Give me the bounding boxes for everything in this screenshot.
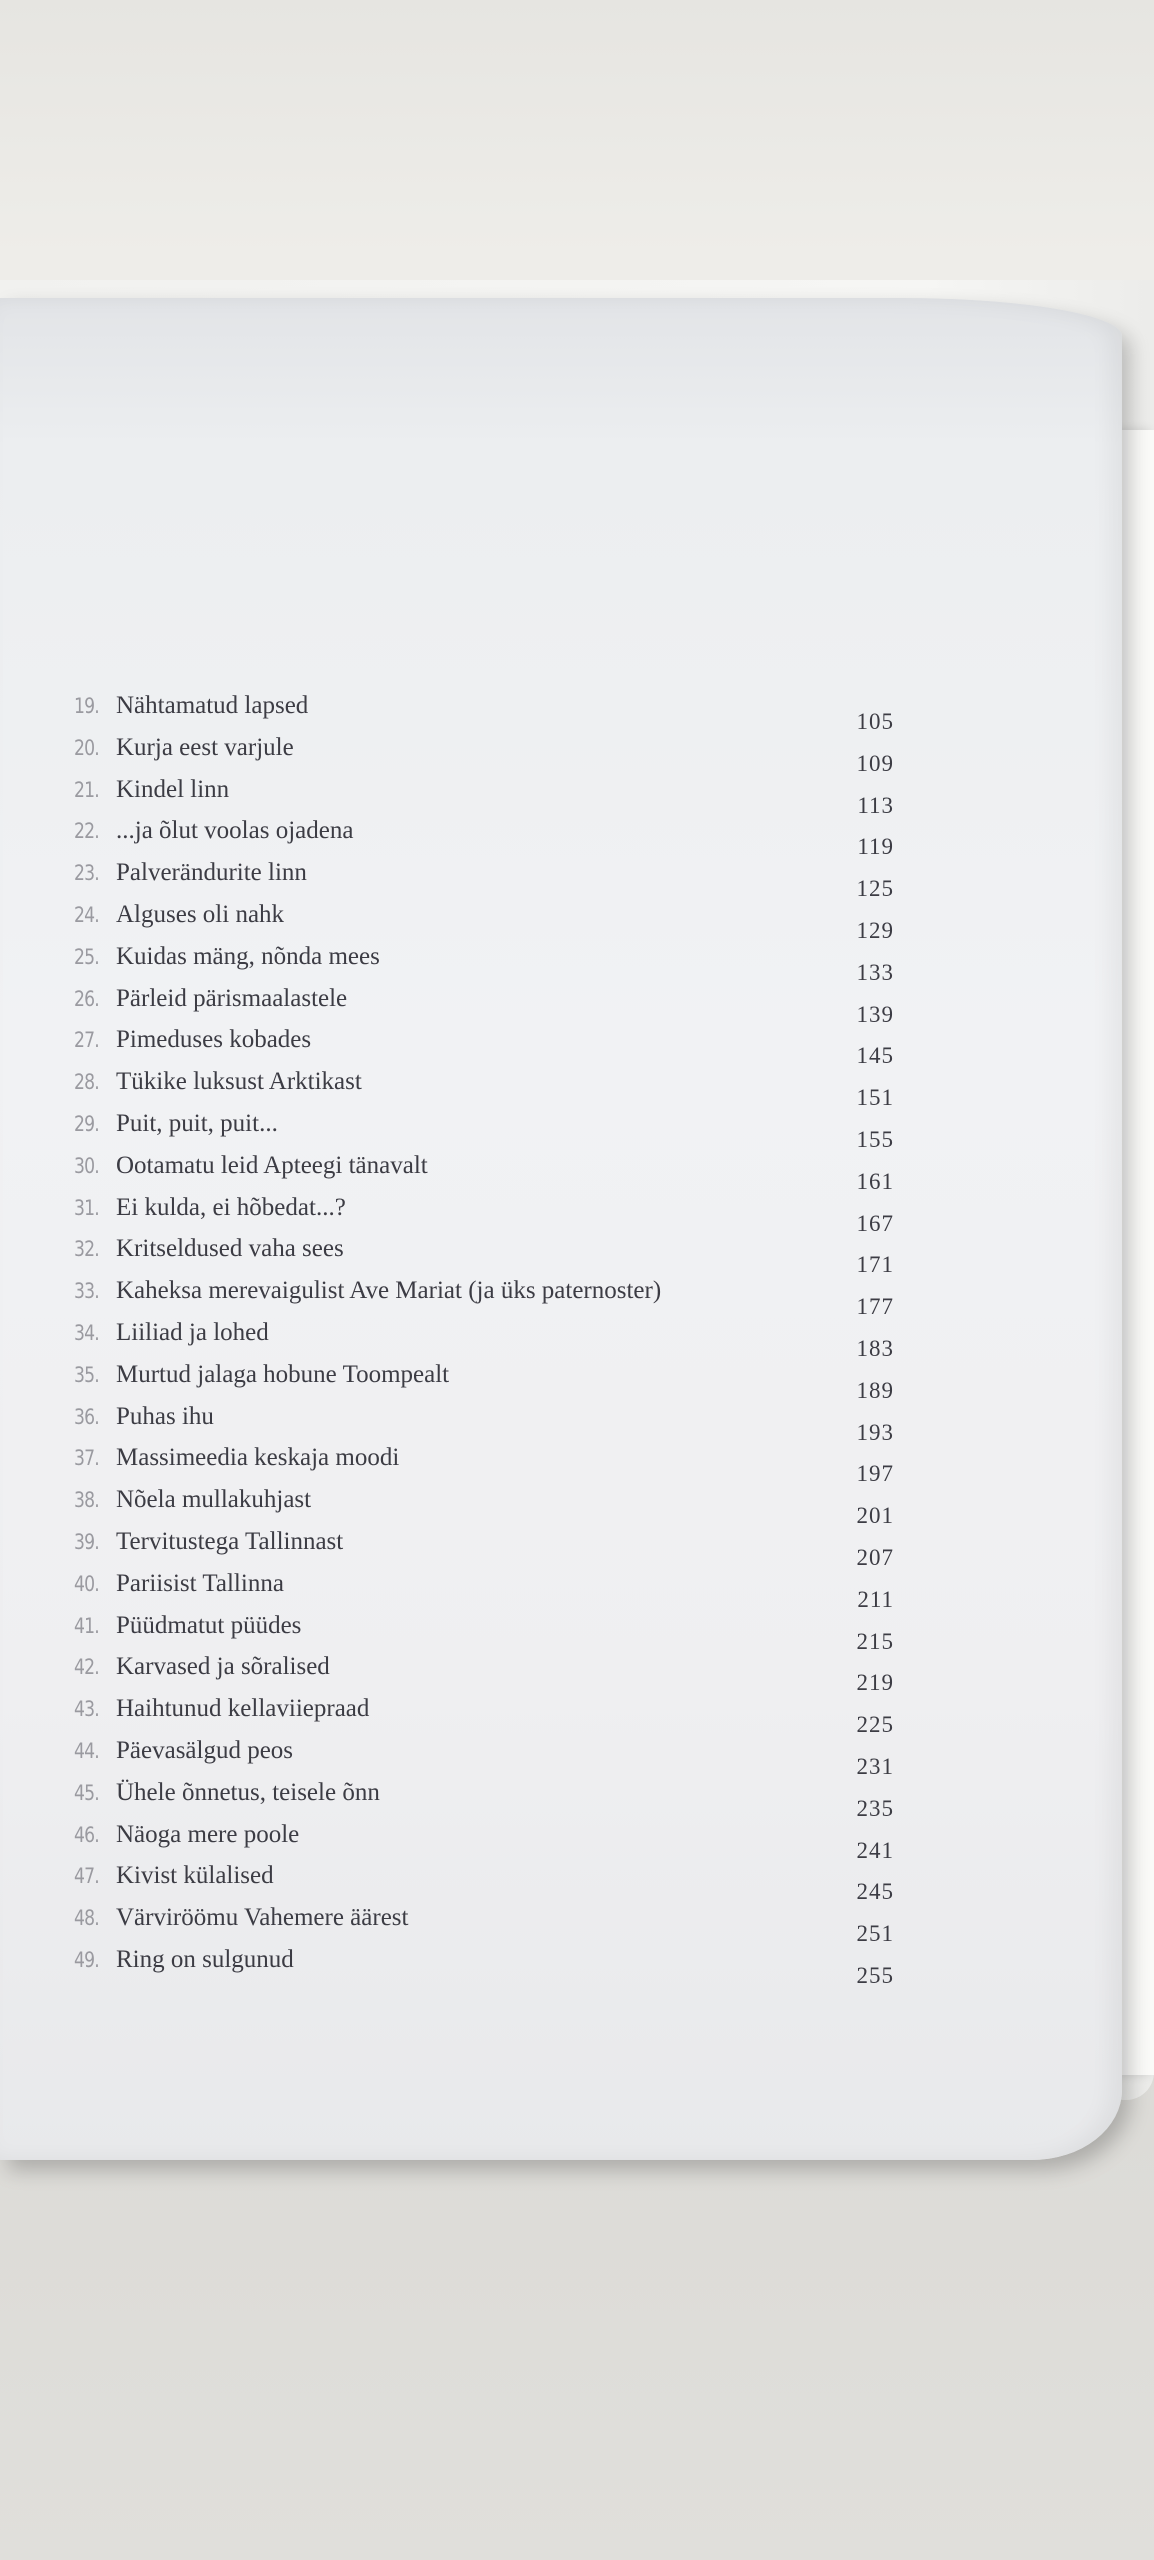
chapter-number: 38. [74, 1488, 99, 1513]
chapter-number: 22. [74, 819, 99, 844]
chapter-title: Palverändurite linn [116, 859, 307, 887]
chapter-page-number: 113 [857, 792, 894, 818]
chapter-title: Pariisist Tallinna [116, 1569, 284, 1597]
chapter-number: 48. [74, 1906, 99, 1931]
chapter-title: Näoga mere poole [116, 1820, 300, 1848]
toc-entry [74, 1612, 894, 1654]
chapter-title: Tervitustega Tallinnast [116, 1527, 344, 1555]
toc-entry [74, 1194, 894, 1236]
toc-entry [74, 1528, 894, 1570]
toc-entry [74, 817, 894, 859]
toc-entry [74, 1361, 894, 1403]
chapter-page-number: 145 [856, 1043, 894, 1069]
chapter-number: 24. [74, 902, 99, 927]
chapter-page-number: 109 [856, 750, 894, 776]
toc-entry [74, 1570, 894, 1612]
toc-entry [74, 1862, 894, 1904]
chapter-title: Murtud jalaga hobune Toompealt [116, 1360, 450, 1388]
chapter-number: 33. [74, 1279, 99, 1304]
chapter-number: 45. [74, 1780, 99, 1805]
toc-entry [74, 1068, 894, 1110]
chapter-page-number: 211 [857, 1586, 894, 1612]
toc-entry [74, 1235, 894, 1277]
chapter-title: Nähtamatud lapsed [116, 692, 309, 719]
chapter-page-number: 193 [856, 1419, 894, 1445]
chapter-page-number: 171 [856, 1252, 894, 1278]
chapter-page-number: 105 [856, 709, 894, 734]
chapter-title: Puit, puit, puit... [116, 1109, 278, 1137]
toc-entry [74, 1946, 894, 1988]
chapter-number: 21. [74, 777, 99, 802]
chapter-number: 37. [74, 1446, 99, 1471]
chapter-title: ...ja õlut voolas ojadena [116, 817, 354, 845]
chapter-title: Nõela mullakuhjast [116, 1486, 312, 1514]
toc-entry [74, 776, 894, 818]
chapter-page-number: 255 [856, 1962, 894, 1988]
chapter-title: Haihtunud kellaviiepraad [116, 1695, 370, 1723]
toc-entry [74, 1486, 894, 1528]
chapter-page-number: 197 [856, 1461, 894, 1487]
chapter-number: 43. [74, 1697, 99, 1722]
chapter-number: 28. [74, 1070, 99, 1095]
chapter-title: Pimeduses kobades [116, 1026, 312, 1054]
chapter-page-number: 155 [856, 1126, 894, 1152]
chapter-title: Kritseldused vaha sees [116, 1235, 344, 1263]
toc-entry [74, 1110, 894, 1152]
toc-entry [74, 1026, 894, 1068]
chapter-number: 31. [74, 1195, 99, 1220]
chapter-page-number: 231 [856, 1753, 894, 1779]
chapter-number: 39. [74, 1529, 99, 1554]
chapter-title: Karvased ja sõralised [116, 1653, 330, 1681]
chapter-page-number: 151 [856, 1085, 894, 1111]
book-page [0, 298, 1122, 2160]
chapter-number: 20. [74, 735, 99, 760]
toc-entry [74, 1779, 894, 1821]
toc-entry [74, 985, 894, 1027]
chapter-page-number: 219 [856, 1670, 894, 1696]
chapter-title: Tükike luksust Arktikast [116, 1068, 362, 1096]
chapter-number: 34. [74, 1320, 99, 1345]
chapter-number: 32. [74, 1237, 99, 1262]
toc-entry [74, 734, 894, 776]
table-of-contents [74, 692, 894, 1988]
chapter-title: Ühele õnnetus, teisele õnn [116, 1778, 380, 1806]
chapter-page-number: 167 [856, 1210, 894, 1236]
chapter-page-number: 235 [856, 1795, 894, 1821]
chapter-number: 36. [74, 1404, 99, 1429]
chapter-page-number: 119 [857, 834, 894, 860]
chapter-page-number: 201 [856, 1503, 894, 1529]
chapter-number: 40. [74, 1571, 99, 1596]
toc-entry [74, 1737, 894, 1779]
toc-entry [74, 1319, 894, 1361]
chapter-page-number: 133 [856, 959, 894, 985]
chapter-title: Kaheksa merevaigulist Ave Mariat (ja üks paternoster) [116, 1277, 662, 1305]
toc-entry [74, 692, 894, 734]
chapter-page-number: 177 [856, 1294, 894, 1320]
page-edge-right [1120, 430, 1154, 2075]
chapter-title: Püüdmatut püüdes [116, 1611, 302, 1639]
chapter-page-number: 225 [856, 1712, 894, 1738]
chapter-page-number: 241 [856, 1837, 894, 1863]
chapter-title: Puhas ihu [116, 1402, 214, 1430]
chapter-number: 25. [74, 944, 99, 969]
toc-entry [74, 1653, 894, 1695]
chapter-page-number: 129 [856, 917, 894, 943]
chapter-number: 44. [74, 1738, 99, 1763]
toc-entry [74, 1403, 894, 1445]
chapter-title: Kindel linn [116, 775, 230, 803]
chapter-page-number: 251 [856, 1921, 894, 1947]
chapter-page-number: 139 [856, 1001, 894, 1027]
chapter-number: 35. [74, 1362, 99, 1387]
chapter-title: Ei kulda, ei hõbedat...? [116, 1193, 346, 1221]
chapter-number: 41. [74, 1613, 99, 1638]
toc-entry [74, 1277, 894, 1319]
chapter-number: 30. [74, 1153, 99, 1178]
toc-entry [74, 1444, 894, 1486]
toc-entry [74, 943, 894, 985]
chapter-number: 26. [74, 986, 99, 1011]
chapter-number: 23. [74, 861, 99, 886]
toc-entry [74, 1152, 894, 1194]
chapter-number: 42. [74, 1655, 99, 1680]
chapter-title: Ring on sulgunud [116, 1945, 294, 1973]
toc-entry [74, 901, 894, 943]
chapter-number: 29. [74, 1111, 99, 1136]
toc-entry [74, 1821, 894, 1863]
chapter-title: Päevasälgud peos [116, 1736, 294, 1764]
chapter-title: Ootamatu leid Apteegi tänavalt [116, 1151, 428, 1179]
chapter-number: 49. [74, 1947, 99, 1972]
chapter-page-number: 189 [856, 1377, 894, 1403]
chapter-page-number: 215 [856, 1628, 894, 1654]
chapter-title: Liiliad ja lohed [116, 1318, 269, 1346]
chapter-title: Värviröömu Vahemere äärest [116, 1904, 409, 1932]
chapter-title: Massimeedia keskaja moodi [116, 1444, 400, 1472]
chapter-title: Kivist külalised [116, 1862, 274, 1890]
chapter-page-number: 125 [856, 876, 894, 902]
chapter-number: 46. [74, 1822, 99, 1847]
chapter-title: Pärleid pärismaalastele [116, 984, 348, 1012]
chapter-title: Alguses oli nahk [116, 900, 285, 928]
chapter-page-number: 207 [856, 1544, 894, 1570]
chapter-title: Kurja eest varjule [116, 733, 294, 761]
toc-entry [74, 1904, 894, 1946]
toc-entry [74, 1695, 894, 1737]
chapter-page-number: 183 [856, 1335, 894, 1361]
chapter-number: 19. [74, 694, 99, 718]
chapter-page-number: 245 [856, 1879, 894, 1905]
chapter-title: Kuidas mäng, nõnda mees [116, 942, 380, 970]
chapter-number: 47. [74, 1864, 99, 1889]
toc-entry [74, 859, 894, 901]
chapter-number: 27. [74, 1028, 99, 1053]
chapter-page-number: 161 [856, 1168, 894, 1194]
